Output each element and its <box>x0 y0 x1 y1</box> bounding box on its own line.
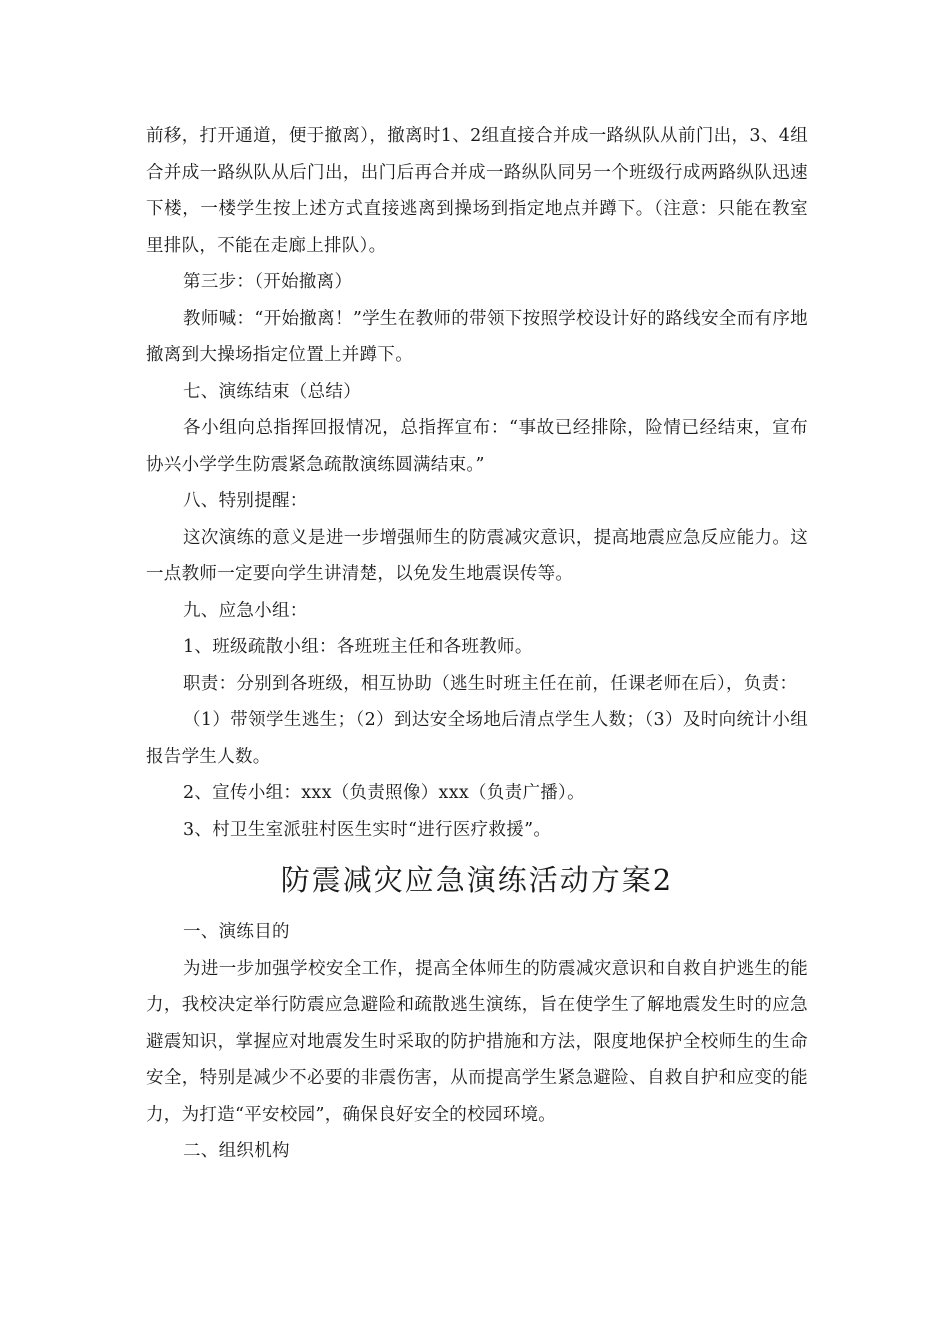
paragraph-duties: 职责：分别到各班级，相互协助（逃生时班主任在前，任课老师在后），负责： <box>183 673 798 694</box>
paragraph-medical: 3、村卫生室派驻村医生实时“进行医疗救援”。 <box>183 819 552 840</box>
document-title: 防震减灾应急演练活动方案2 <box>280 863 674 897</box>
heading-drill-end: 七、演练结束（总结） <box>183 381 361 402</box>
heading-special-reminder: 八、特别提醒： <box>183 491 308 511</box>
heading-drill-purpose: 一、演练目的 <box>183 922 290 942</box>
paragraph-publicity-group: 2、宣传小组：xxx（负责照像）xxx（负责广播）。 <box>183 783 585 803</box>
paragraph-duty-list: （1）带领学生逃生；（2）到达安全场地后清点学生人数；（3）及时向统计小组报告学生人数。 <box>146 710 808 767</box>
paragraph-significance: 这次演练的意义是进一步增强师生的防震减灾意识，提高地震应急反应能力。这一点教师一定要向学生讲清楚，以免发生地震误传等。 <box>146 527 808 584</box>
heading-emergency-group: 九、应急小组： <box>183 600 308 621</box>
paragraph-purpose: 为进一步加强学校安全工作，提高全体师生的防震减灾意识和自救自护逃生的能力，我校决定举行防震应急避险和疏散逃生演练，旨在使学生了解地震发生时的应急避震知识，掌握应对地震发生时采取的防护措施和方法，限度地保护全校师生的生命安全，特别是减少不必要的非震伤害，从而提高学生紧急避险、自救自护和应变的能力，为打造“平安校园”，确保良好安全的校园环境。 <box>146 958 808 1125</box>
heading-organization: 二、组织机构 <box>183 1141 290 1161</box>
paragraph-evacuation-group: 1、班级疏散小组：各班班主任和各班教师。 <box>183 637 533 657</box>
paragraph-report: 各小组向总指挥回报情况，总指挥宣布：“事故已经排除，险情已经结束，宣布协兴小学学生防震紧急疏散演练圆满结束。” <box>146 418 808 475</box>
paragraph-teacher-shout: 教师喊：“开始撤离！”学生在教师的带领下按照学校设计好的路线安全而有序地撤离到大操场指定位置上并蹲下。 <box>146 308 808 365</box>
paragraph-evacuation-route: 前移，打开通道，便于撤离），撤离时1、2组直接合并成一路纵队从前门出，3、4组合并成一路纵队从后门出，出门后再合并成一路纵队同另一个班级行成两路纵队迅速下楼，一楼学生按上述方式直接逃离到操场到指定地点并蹲下。（注意：只能在教室里排队，不能在走廊上排队）。 <box>146 126 808 256</box>
paragraph-step-three: 第三步：（开始撤离） <box>183 272 353 292</box>
document-body <box>146 118 808 1170</box>
